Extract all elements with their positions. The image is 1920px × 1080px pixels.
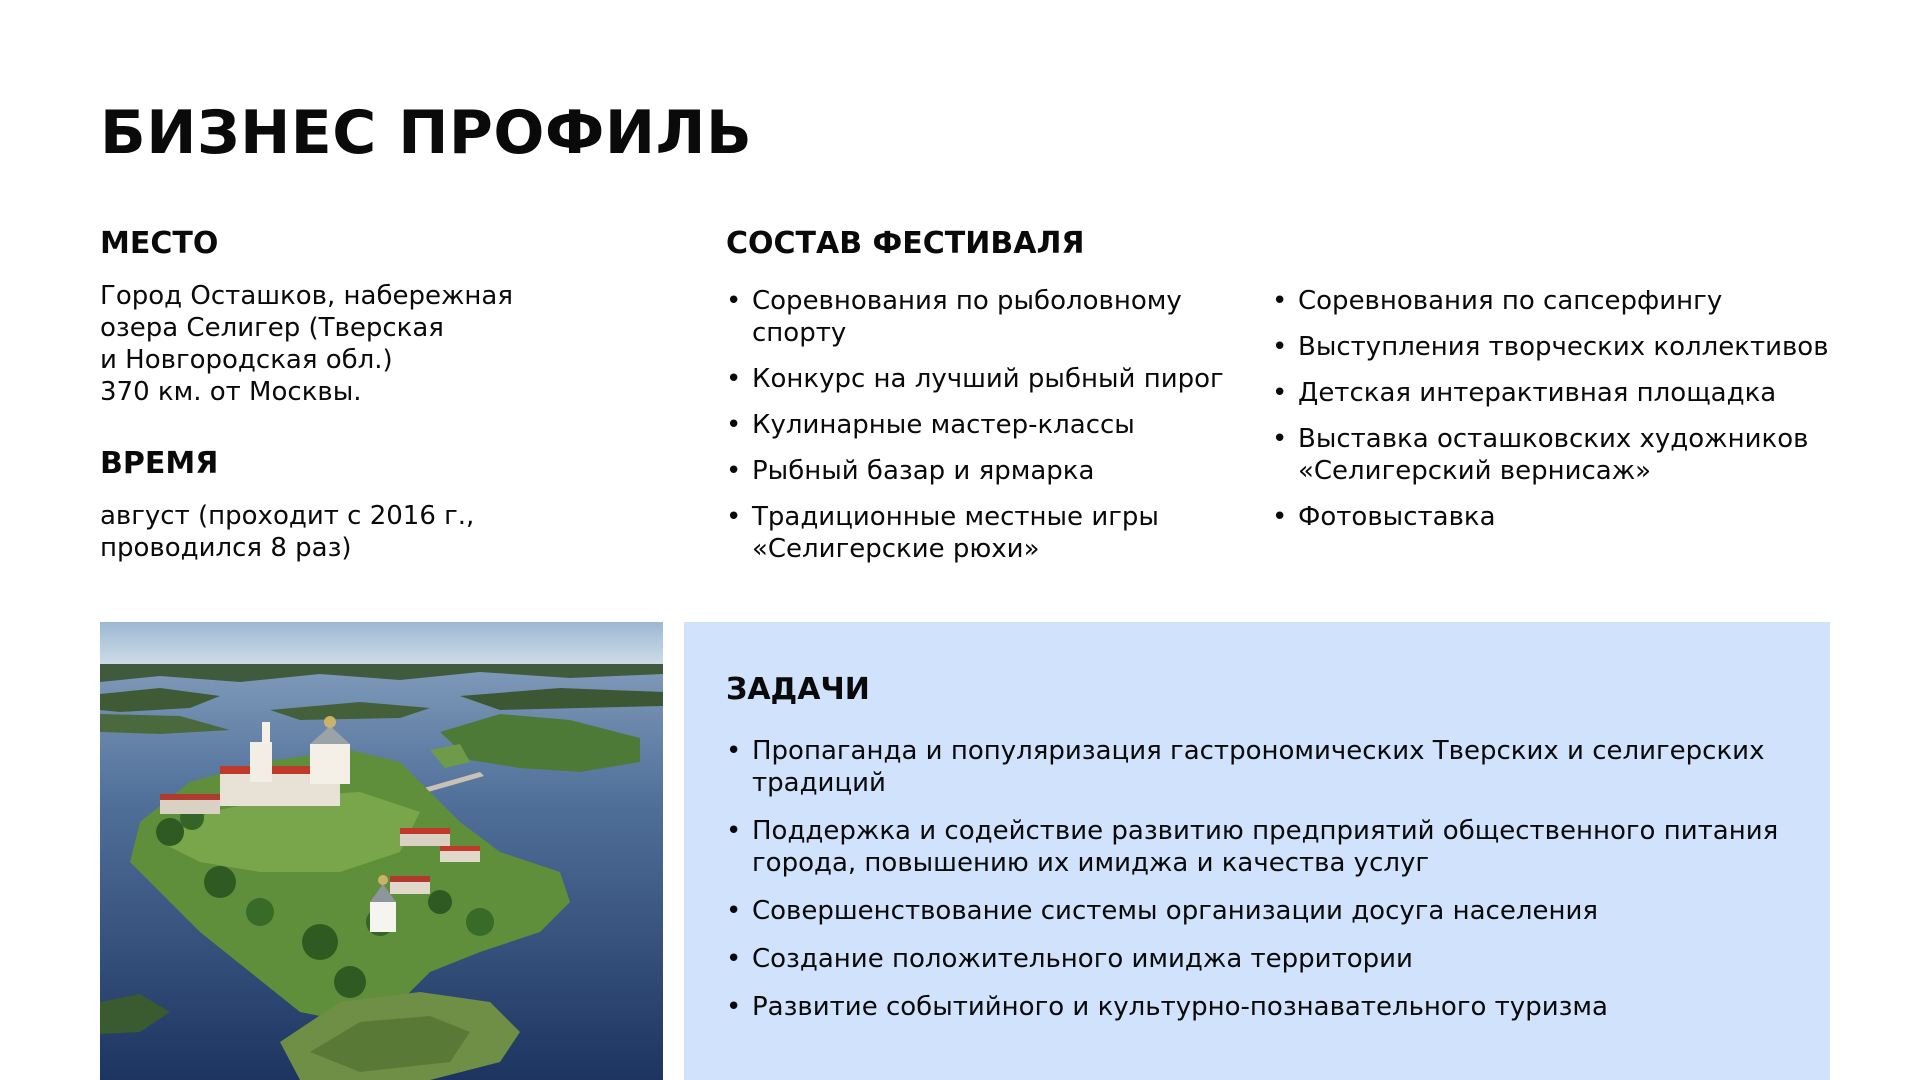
tasks-list — [726, 735, 1806, 1039]
place-line: и Новгородская обл.) — [100, 345, 393, 375]
festival-item: • Рыбный базар и ярмарка — [726, 455, 1256, 487]
place-line: Город Осташков, набережная — [100, 281, 513, 311]
festival-item: • Детская интерактивная площадка — [1272, 377, 1832, 409]
place-heading: МЕСТО — [100, 226, 219, 261]
task-item: • Пропаганда и популяризация гастрономических Тверских и селигерских традиций — [726, 735, 1806, 799]
festival-item: • Выступления творческих коллективов — [1272, 331, 1832, 363]
tasks-heading: ЗАДАЧИ — [726, 672, 870, 707]
festival-item: • Кулинарные мастер-классы — [726, 409, 1256, 441]
festival-list-column-2 — [1272, 285, 1832, 547]
festival-heading: СОСТАВ ФЕСТИВАЛЯ — [726, 226, 1085, 261]
festival-item: • Выставка осташковских художников «Селигерский вернисаж» — [1272, 423, 1832, 487]
time-line: август (проходит с 2016 г., — [100, 501, 475, 531]
page-title: БИЗНЕС ПРОФИЛЬ — [100, 98, 753, 168]
task-item: • Совершенствование системы организации досуга населения — [726, 895, 1806, 927]
festival-item: • Конкурс на лучший рыбный пирог — [726, 363, 1256, 395]
festival-item: • Фотовыставка — [1272, 501, 1832, 533]
task-item: • Развитие событийного и культурно-познавательного туризма — [726, 991, 1806, 1023]
place-line: 370 км. от Москвы. — [100, 377, 362, 407]
festival-item: • Соревнования по рыболовному спорту — [726, 285, 1256, 349]
place-text — [100, 280, 660, 408]
time-heading: ВРЕМЯ — [100, 446, 219, 481]
festival-list-column-1 — [726, 285, 1256, 579]
festival-item: • Соревнования по сапсерфингу — [1272, 285, 1832, 317]
lake-seliger-photo — [100, 622, 663, 1080]
task-item: • Создание положительного имиджа территории — [726, 943, 1806, 975]
time-text — [100, 500, 660, 564]
tasks-panel — [684, 622, 1830, 1080]
task-item: • Поддержка и содействие развитию предприятий общественного питания города, повышению их имиджа и качества услуг — [726, 815, 1806, 879]
time-section — [100, 446, 660, 564]
place-section — [100, 226, 660, 408]
festival-item: • Традиционные местные игры «Селигерские рюхи» — [726, 501, 1256, 565]
place-line: озера Селигер (Тверская — [100, 313, 444, 343]
time-line: проводился 8 раз) — [100, 533, 352, 563]
